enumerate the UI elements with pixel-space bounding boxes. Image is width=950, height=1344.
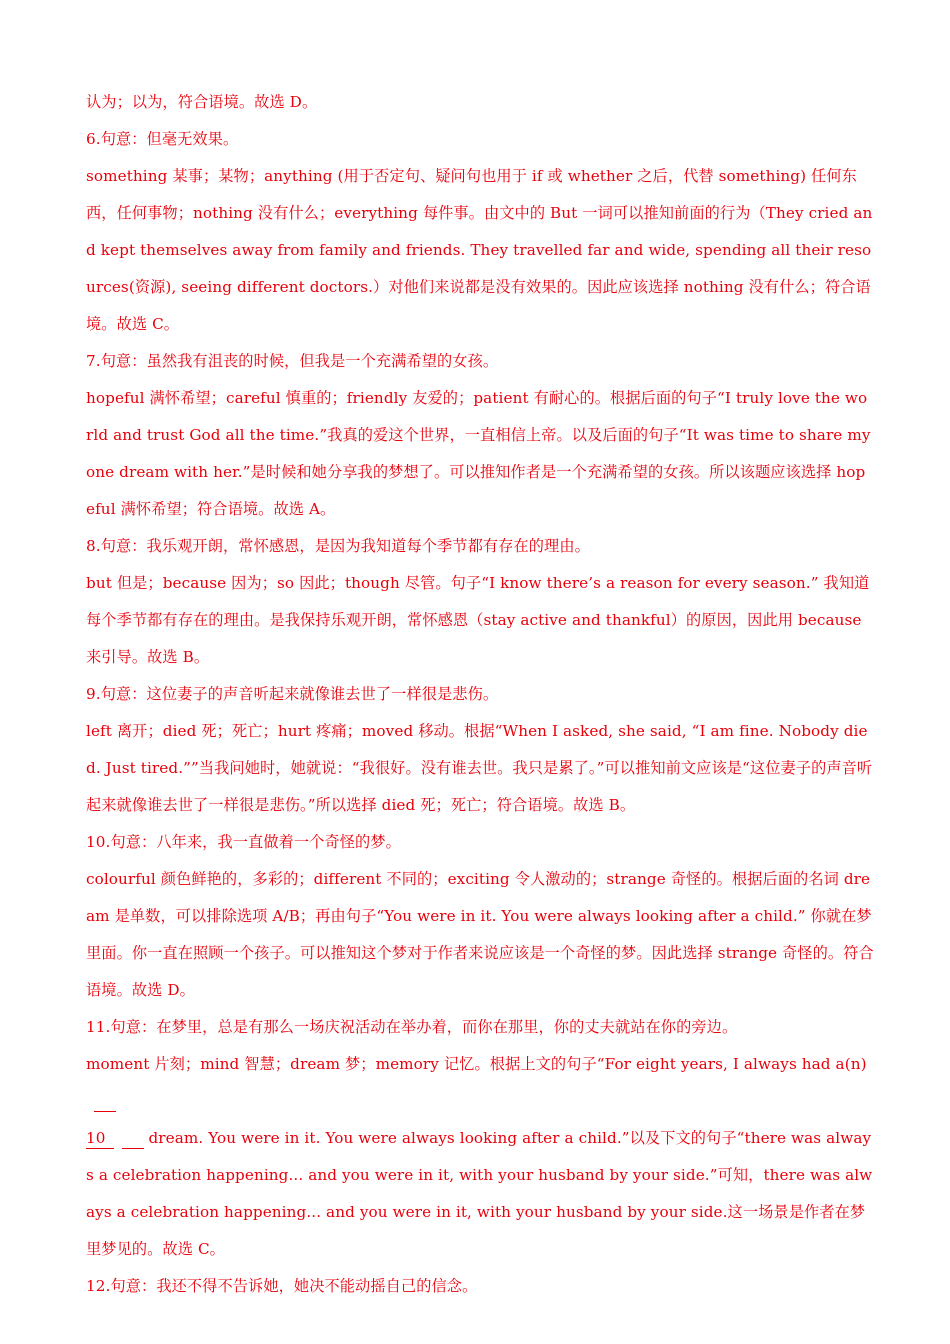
question-11-explanation xyxy=(86,1046,874,1268)
question-6-explanation: something 某事；某物；anything (用于否定句、疑问句也用于 if 或 whether 之后，代替 something) 任何东西，任何事物；nothing 没有什么；everything 每件事。由文中的 But 一词可以推知前面的行为（They cried and kept themselves away from family and friends. They travelled far and wide, spending all their resources(资源), seeing different doctors.）对他们来说都是没有效果的。因此应该选择 nothing 没有什么；符合语境。故选 C。 xyxy=(86,167,873,333)
question-11-explanation-part-a: moment 片刻；mind 智慧；dream 梦；memory 记忆。根据上文的句子“For eight years, I always had a(n) xyxy=(86,1055,867,1073)
question-7-explanation: hopeful 满怀希望；careful 慎重的；friendly 友爱的；patient 有耐心的。根据后面的句子“I truly love the world and trust God all the time.”我真的爱这个世界，一直相信上帝。以及后面的句子“It was time to share my one dream with her.”是时候和她分享我的梦想了。可以推知作者是一个充满希望的女孩。所以该题应该选择 hopeful 满怀希望；符合语境。故选 A。 xyxy=(86,389,871,518)
question-9-translation: 9.句意：这位妻子的声音听起来就像谁去世了一样很是悲伤。 xyxy=(86,685,499,703)
question-11-translation: 11.句意：在梦里，总是有那么一场庆祝活动在举办着，而你在那里，你的丈夫就站在你的旁边。 xyxy=(86,1018,738,1036)
blank-underline xyxy=(94,1091,116,1112)
question-6-translation: 6.句意：但毫无效果。 xyxy=(86,130,239,148)
question-7-translation: 7.句意：虽然我有沮丧的时候，但我是一个充满希望的女孩。 xyxy=(86,352,499,370)
question-10-translation: 10.句意：八年来，我一直做着一个奇怪的梦。 xyxy=(86,833,401,851)
question-8-translation: 8.句意：我乐观开朗，常怀感恩，是因为我知道每个季节都有存在的理由。 xyxy=(86,537,590,555)
answer-explanations xyxy=(86,84,874,1305)
question-8-explanation: but 但是；because 因为；so 因此；though 尽管。句子“I know there’s a reason for every season.” 我知道每个季节都有存在的理由。是我保持乐观开朗，常怀感恩（stay active and thankful）的原因，因此用 because 来引导。故选 B。 xyxy=(86,574,870,666)
question-11-explanation-part-b: dream. You were in it. You were always looking after a child.”以及下文的句子“there was always a celebration happening... and you were in it, with your husband by your side.”可知，there was always a celebration happening... and you were in it, with your husband by your side.这一场景是作者在梦里梦见的。故选 C。 xyxy=(86,1129,873,1258)
question-12-translation: 12.句意：我还不得不告诉她，她决不能动摇自己的信念。 xyxy=(86,1277,478,1295)
paragraph-q5-tail: 认为；以为，符合语境。故选 D。 xyxy=(86,93,318,111)
question-10-explanation: colourful 颜色鲜艳的，多彩的；different 不同的；exciting 令人激动的；strange 奇怪的。根据后面的名词 dream 是单数，可以排除选项 A/B；再由句子“You were in it. You were always looking after a child.” 你就在梦里面。你一直在照顾一个孩子。可以推知这个梦对于作者来说应该是一个奇怪的梦。因此选择 strange 奇怪的。符合语境。故选 D。 xyxy=(86,870,874,999)
blank-underline-trailing xyxy=(122,1128,144,1149)
question-9-explanation: left 离开；died 死；死亡；hurt 疼痛；moved 移动。根据“When I asked, she said, “I am fine. Nobody died. Just tired.””当我问她时，她就说：“我很好。没有谁去世。我只是累了。”可以推知前文应该是“这位妻子的声音听起来就像谁去世了一样很是悲伤。”所以选择 died 死；死亡；符合语境。故选 B。 xyxy=(86,722,873,814)
blank-number-10: 10 xyxy=(86,1128,114,1149)
